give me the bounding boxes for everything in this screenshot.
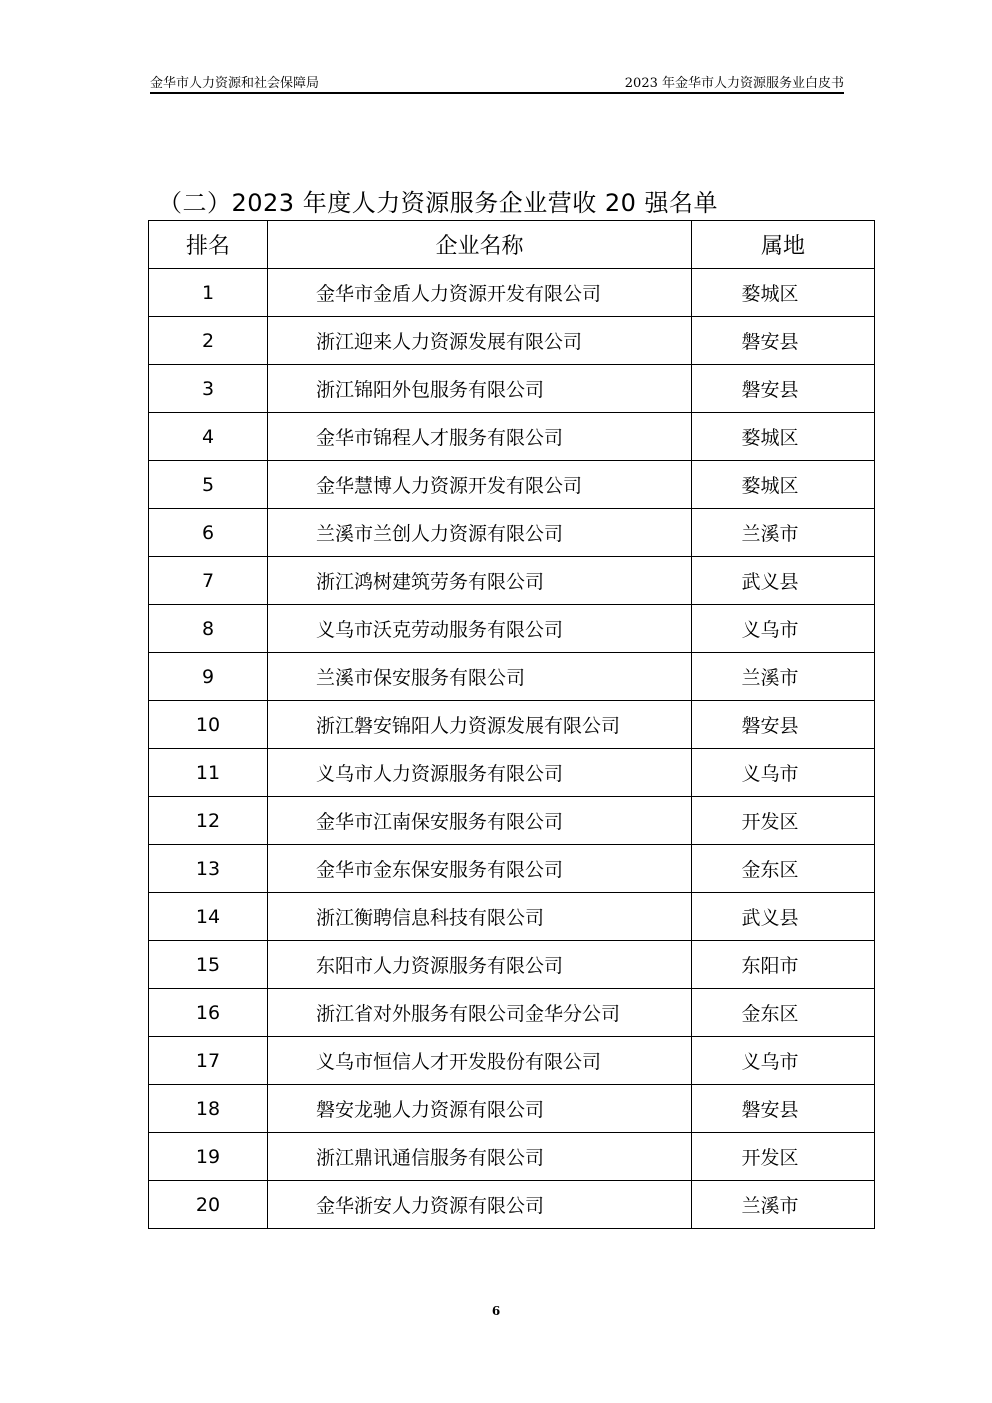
- company-name-cell: 浙江衡聘信息科技有限公司: [268, 893, 692, 941]
- rank-cell: 14: [149, 893, 268, 941]
- rank-cell: 8: [149, 605, 268, 653]
- table-row: [149, 749, 875, 797]
- rank-cell: 2: [149, 317, 268, 365]
- rank-cell: 4: [149, 413, 268, 461]
- rank-cell: 9: [149, 653, 268, 701]
- location-cell: 婺城区: [692, 269, 875, 317]
- table-row: [149, 701, 875, 749]
- location-cell: 金东区: [692, 845, 875, 893]
- location-cell: 婺城区: [692, 461, 875, 509]
- rank-cell: 12: [149, 797, 268, 845]
- table-row: [149, 1085, 875, 1133]
- company-name-cell: 金华浙安人力资源有限公司: [268, 1181, 692, 1229]
- location-cell: 婺城区: [692, 413, 875, 461]
- table-row: [149, 317, 875, 365]
- section-title: （二）2023 年度人力资源服务企业营收 20 强名单: [158, 189, 719, 217]
- company-name-cell: 浙江迎来人力资源发展有限公司: [268, 317, 692, 365]
- location-cell: 兰溪市: [692, 653, 875, 701]
- company-name-cell: 义乌市人力资源服务有限公司: [268, 749, 692, 797]
- company-name-cell: 义乌市恒信人才开发股份有限公司: [268, 1037, 692, 1085]
- table-row: [149, 269, 875, 317]
- location-cell: 兰溪市: [692, 1181, 875, 1229]
- table-row: [149, 845, 875, 893]
- table-row: [149, 1181, 875, 1229]
- company-name-cell: 义乌市沃克劳动服务有限公司: [268, 605, 692, 653]
- table-row: [149, 413, 875, 461]
- location-cell: 磐安县: [692, 365, 875, 413]
- column-header-rank: 排名: [149, 221, 268, 269]
- location-cell: 金东区: [692, 989, 875, 1037]
- location-cell: 磐安县: [692, 701, 875, 749]
- table-row: [149, 557, 875, 605]
- table-row: [149, 461, 875, 509]
- location-cell: 磐安县: [692, 1085, 875, 1133]
- company-name-cell: 浙江省对外服务有限公司金华分公司: [268, 989, 692, 1037]
- company-name-cell: 金华市金盾人力资源开发有限公司: [268, 269, 692, 317]
- page-number: 6: [491, 1304, 501, 1318]
- company-name-cell: 兰溪市兰创人力资源有限公司: [268, 509, 692, 557]
- rank-cell: 19: [149, 1133, 268, 1181]
- table-header-row: [149, 221, 875, 269]
- company-name-cell: 东阳市人力资源服务有限公司: [268, 941, 692, 989]
- page-header: [150, 70, 844, 94]
- location-cell: 东阳市: [692, 941, 875, 989]
- location-cell: 义乌市: [692, 749, 875, 797]
- column-header-company: 企业名称: [268, 221, 692, 269]
- table-row: [149, 509, 875, 557]
- table-row: [149, 989, 875, 1037]
- company-name-cell: 浙江鼎讯通信服务有限公司: [268, 1133, 692, 1181]
- company-name-cell: 金华市金东保安服务有限公司: [268, 845, 692, 893]
- table-row: [149, 653, 875, 701]
- company-name-cell: 浙江锦阳外包服务有限公司: [268, 365, 692, 413]
- ranking-table: [148, 220, 875, 1229]
- rank-cell: 20: [149, 1181, 268, 1229]
- rank-cell: 5: [149, 461, 268, 509]
- company-name-cell: 浙江鸿树建筑劳务有限公司: [268, 557, 692, 605]
- rank-cell: 7: [149, 557, 268, 605]
- table-row: [149, 797, 875, 845]
- ranking-table-body: [149, 269, 875, 1229]
- company-name-cell: 金华市江南保安服务有限公司: [268, 797, 692, 845]
- table-row: [149, 1037, 875, 1085]
- rank-cell: 17: [149, 1037, 268, 1085]
- rank-cell: 16: [149, 989, 268, 1037]
- rank-cell: 1: [149, 269, 268, 317]
- company-name-cell: 浙江磐安锦阳人力资源发展有限公司: [268, 701, 692, 749]
- location-cell: 开发区: [692, 1133, 875, 1181]
- column-header-location: 属地: [692, 221, 875, 269]
- location-cell: 磐安县: [692, 317, 875, 365]
- company-name-cell: 金华市锦程人才服务有限公司: [268, 413, 692, 461]
- rank-cell: 18: [149, 1085, 268, 1133]
- company-name-cell: 磐安龙驰人力资源有限公司: [268, 1085, 692, 1133]
- table-row: [149, 893, 875, 941]
- table-row: [149, 941, 875, 989]
- table-row: [149, 605, 875, 653]
- rank-cell: 11: [149, 749, 268, 797]
- company-name-cell: 金华慧博人力资源开发有限公司: [268, 461, 692, 509]
- location-cell: 义乌市: [692, 605, 875, 653]
- location-cell: 开发区: [692, 797, 875, 845]
- rank-cell: 15: [149, 941, 268, 989]
- rank-cell: 3: [149, 365, 268, 413]
- header-organization: 金华市人力资源和社会保障局: [150, 76, 320, 91]
- table-row: [149, 365, 875, 413]
- rank-cell: 6: [149, 509, 268, 557]
- location-cell: 兰溪市: [692, 509, 875, 557]
- header-document-title: 2023 年金华市人力资源服务业白皮书: [624, 76, 844, 91]
- location-cell: 义乌市: [692, 1037, 875, 1085]
- rank-cell: 10: [149, 701, 268, 749]
- rank-cell: 13: [149, 845, 268, 893]
- location-cell: 武义县: [692, 557, 875, 605]
- company-name-cell: 兰溪市保安服务有限公司: [268, 653, 692, 701]
- table-row: [149, 1133, 875, 1181]
- location-cell: 武义县: [692, 893, 875, 941]
